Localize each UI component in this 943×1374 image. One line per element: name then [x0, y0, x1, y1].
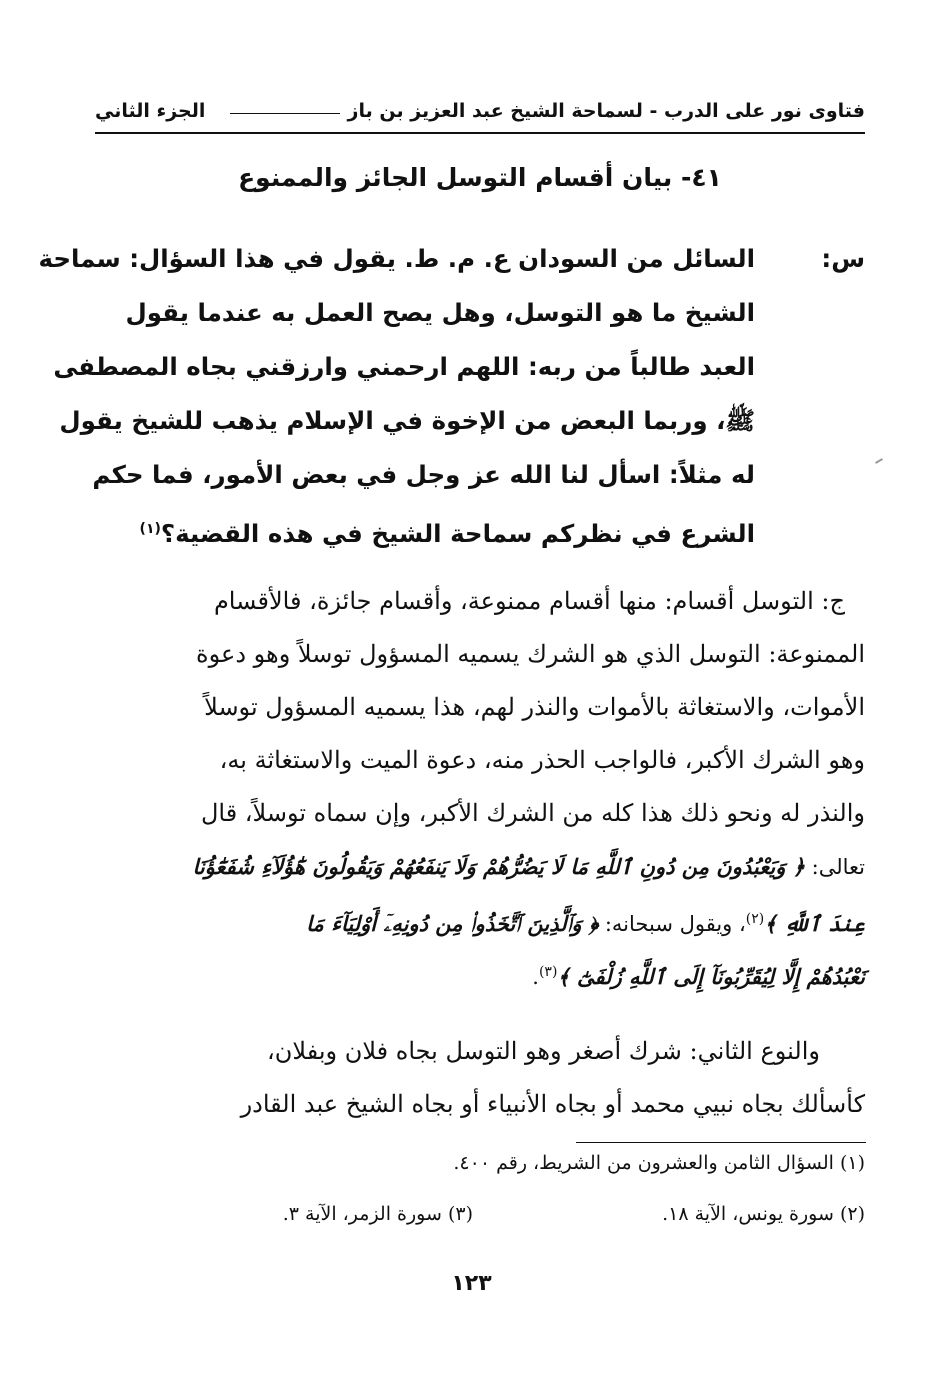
scan-speck [875, 458, 883, 464]
book-title: فتاوى نور على الدرب - لسماحة الشيخ عبد العزيز بن باز [347, 100, 865, 122]
verse1-intro: تعالى: [811, 855, 865, 879]
part-label: الجزء الثاني [95, 100, 206, 122]
answer-line: والنذر له ونحو ذلك هذا كله من الشرك الأكبر، وإن سماه توسلاً، قال [200, 799, 865, 827]
page-number: ١٢٣ [451, 1271, 492, 1296]
question-line: العبد طالباً من ربه: اللهم ارحمني وارزقني بجاه المصطفى [53, 352, 755, 381]
answer-line: ج: التوسل أقسام: منها أقسام ممنوعة، وأقسام جائزة، فالأقسام [213, 587, 845, 615]
footnote-3: (٣) سورة الزمر، الآية ٣. [282, 1203, 473, 1225]
footnote-ref-2: (٢) [745, 911, 765, 927]
question-line: السائل من السودان ع. م. ط. يقول في هذا السؤال: سماحة [38, 244, 755, 273]
verse-line-3 [532, 946, 865, 1004]
quran-verse-2: ﴿ وَٱلَّذِينَ ٱتَّخَذُوا۟ مِن دُونِهِۦٓ أَوْلِيَآءَ مَا [306, 911, 599, 936]
question-last-text: الشرع في نظركم سماحة الشيخ في هذه القضية؟ [160, 519, 755, 549]
question-line-last [140, 502, 755, 561]
answer-para2-line: كأسألك بجاه نبيي محمد أو بجاه الأنبياء أو بجاه الشيخ عبد القادر [240, 1090, 865, 1118]
section-title: ٤١- بيان أقسام التوسل الجائز والممنوع [238, 163, 722, 192]
answer-line: وهو الشرك الأكبر، فالواجب الحذر منه، دعوة الميت والاستغاثة به، [219, 746, 865, 774]
verse-line-2 [306, 893, 865, 951]
quran-verse-2-end: نَعْبُدُهُمْ إِلَّا لِيُقَرِّبُونَآ إِلَى ٱللَّهِ زُلْفَىٰٓ ﴾ [557, 964, 865, 989]
footnote-rule [576, 1142, 866, 1143]
question-line: ﷺ، وربما البعض من الإخوة في الإسلام يذهب للشيخ يقول [59, 406, 755, 435]
footnote-ref-1: (١) [139, 521, 161, 537]
quran-verse-1-end: عِندَ ٱللَّهِ ﴾ [764, 911, 865, 936]
answer-line: الأموات، والاستغاثة بالأموات والنذر لهم، هذا يسميه المسؤول توسلاً [204, 693, 865, 721]
question-prefix: س: [821, 244, 865, 273]
footnote-ref-3: (٣) [538, 964, 558, 980]
answer-para2-line: والنوع الثاني: شرك أصغر وهو التوسل بجاه فلان وبفلان، [267, 1037, 820, 1065]
verse2-period: . [532, 965, 539, 989]
question-line: الشيخ ما هو التوسل، وهل يصح العمل به عندما يقول [125, 298, 755, 327]
header-dash-line [230, 113, 340, 114]
question-line: له مثلاً: اسأل لنا الله عز وجل في بعض الأمور، فما حكم [92, 460, 755, 489]
footnote-1: (١) السؤال الثامن والعشرون من الشريط، رقم ٤٠٠. [453, 1152, 865, 1174]
verse-line-1 [192, 840, 865, 894]
answer-line: الممنوعة: التوسل الذي هو الشرك يسميه المسؤول توسلاً وهو دعوة [196, 640, 865, 668]
running-header [95, 92, 865, 134]
quran-verse-1: ﴿ وَيَعْبُدُونَ مِن دُونِ ٱللَّهِ مَا لَا يَضُرُّهُمْ وَلَا يَنفَعُهُمْ وَيَقُولُونَ هَٰٓؤُلَآءِ شُفَعَٰٓؤُنَا [192, 854, 805, 879]
verse2-intro: ، ويقول سبحانه: [604, 912, 746, 936]
footnote-2: (٢) سورة يونس، الآية ١٨. [662, 1203, 865, 1225]
